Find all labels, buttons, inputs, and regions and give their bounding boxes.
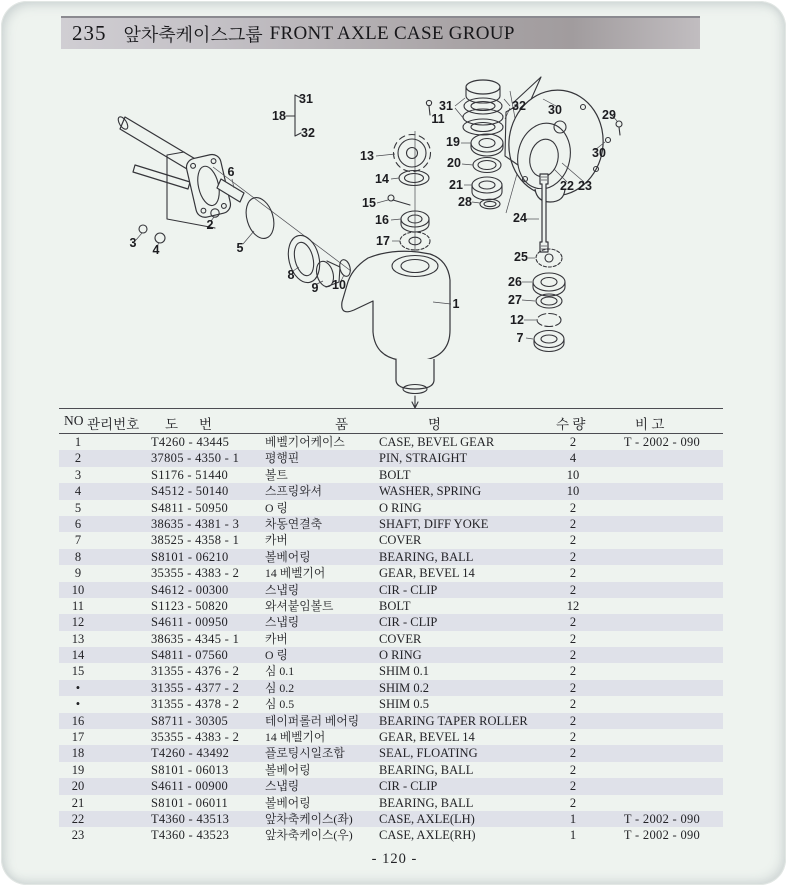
diagram-callout: 27 <box>508 293 522 307</box>
table-row <box>59 745 723 761</box>
section-header-bar <box>61 16 700 49</box>
table-row <box>59 434 723 450</box>
diagram-callout: 8 <box>287 268 295 282</box>
cell-kr: 카버 <box>265 631 288 646</box>
cell-kr: 볼베어링 <box>265 549 311 564</box>
diagram-callout: 12 <box>510 313 524 327</box>
diagram-callout: 24 <box>513 211 527 225</box>
header-name-1: 품 <box>335 417 349 432</box>
cell-en: SHIM 0.2 <box>379 680 430 695</box>
cell-qty: 10 <box>566 484 580 499</box>
table-row <box>59 778 723 794</box>
diagram-callout: 19 <box>446 135 460 149</box>
diagram-callout: 4 <box>152 243 160 257</box>
diagram-callout: 3 <box>129 236 137 250</box>
cell-pn: T4260 - 43492 <box>151 746 230 761</box>
cell-qty: 2 <box>569 664 577 679</box>
diagram-callout: 9 <box>311 281 319 295</box>
cell-pn: S4611 - 00950 <box>151 615 229 630</box>
cell-en: GEAR, BEVEL 14 <box>379 566 475 581</box>
cell-kr: O 링 <box>265 500 288 515</box>
cell-en: SHAFT, DIFF YOKE <box>379 516 489 531</box>
cell-kr: O 링 <box>265 648 288 663</box>
cell-en: BOLT <box>379 467 411 482</box>
cell-rm: T - 2002 - 090 <box>623 435 701 449</box>
diagram-callout: 16 <box>375 213 389 227</box>
cell-pn: S1176 - 51440 <box>151 467 229 482</box>
table-row <box>59 827 723 843</box>
cell-no: 21 <box>71 795 85 810</box>
cell-pn: 37805 - 4350 - 1 <box>151 451 240 466</box>
cell-qty: 2 <box>569 533 577 548</box>
table-row <box>59 713 723 729</box>
diagram-callout: 28 <box>458 195 472 209</box>
cell-qty: 2 <box>569 779 577 794</box>
bevel-gear-case <box>342 251 450 360</box>
diagram-callout: 23 <box>578 179 592 193</box>
cell-pn: 35355 - 4383 - 2 <box>151 730 240 745</box>
cell-en: CIR - CLIP <box>379 615 438 630</box>
page-number: - 120 - <box>371 851 418 867</box>
diagram-callout: 20 <box>447 156 461 170</box>
diagram-callout: 2 <box>206 218 214 232</box>
cell-no: • <box>75 697 81 712</box>
table-row <box>59 729 723 745</box>
table-row <box>59 582 723 598</box>
cell-qty: 2 <box>569 582 577 597</box>
cell-kr: 앞차축케이스(좌) <box>265 811 353 826</box>
cell-no: 8 <box>74 549 82 564</box>
cell-en: WASHER, SPRING <box>379 484 482 499</box>
diagram-callout: 5 <box>236 241 244 255</box>
part-pin <box>139 225 147 233</box>
cell-qty: 2 <box>569 631 577 646</box>
diagram-callout: 15 <box>362 196 376 210</box>
cell-kr: 스냅링 <box>265 779 300 794</box>
cell-qty: 2 <box>569 435 577 449</box>
cell-en: SHIM 0.1 <box>379 664 430 679</box>
table-row <box>59 532 723 548</box>
table-row <box>59 696 723 712</box>
cell-en: BOLT <box>379 598 411 613</box>
cell-en: BEARING, BALL <box>379 795 474 810</box>
cell-qty: 1 <box>569 811 577 826</box>
cell-kr: 차동연결축 <box>265 516 322 531</box>
table-row <box>59 450 723 466</box>
cell-kr: 스냅링 <box>265 615 300 630</box>
table-row <box>59 549 723 565</box>
diagram-callout: 10 <box>332 278 346 292</box>
table-row <box>59 631 723 647</box>
cell-pn: 35355 - 4383 - 2 <box>151 566 240 581</box>
parts-table <box>59 408 723 844</box>
cell-pn: T4360 - 43523 <box>151 828 230 843</box>
cell-en: SEAL, FLOATING <box>379 746 478 761</box>
header-qty: 수 량 <box>556 417 586 432</box>
cell-en: GEAR, BEVEL 14 <box>379 730 475 745</box>
cell-qty: 2 <box>569 713 577 728</box>
cell-pn: S1123 - 50820 <box>151 598 229 613</box>
table-row <box>59 565 723 581</box>
parts-table-body <box>59 434 723 844</box>
table-row <box>59 483 723 499</box>
cell-no: 20 <box>71 779 85 794</box>
cell-qty: 2 <box>569 648 577 663</box>
cell-no: 19 <box>71 762 85 777</box>
diagram-callout: 1 <box>452 297 460 311</box>
cell-no: 6 <box>74 516 82 531</box>
diagram-callout: 29 <box>602 108 616 122</box>
cell-en: CASE, AXLE(RH) <box>379 828 476 843</box>
table-row <box>59 598 723 614</box>
cell-pn: S4811 - 50950 <box>151 500 229 515</box>
cell-no: 7 <box>74 533 82 548</box>
table-row <box>59 680 723 696</box>
cell-no: 18 <box>71 746 85 761</box>
diagram-callout: 31 <box>439 99 453 113</box>
cell-en: O RING <box>379 648 422 663</box>
cell-en: COVER <box>379 631 422 646</box>
cell-no: 22 <box>71 811 85 826</box>
diagram-callout: 31 <box>299 92 313 106</box>
cell-pn: S4811 - 07560 <box>151 648 229 663</box>
diagram-callout: 26 <box>508 275 522 289</box>
cell-pn: 38635 - 4381 - 3 <box>151 516 240 531</box>
cell-qty: 10 <box>566 467 580 482</box>
cell-qty: 4 <box>569 451 577 466</box>
header-remark: 비 고 <box>635 417 665 432</box>
diagram-callout: 7 <box>516 331 524 345</box>
cell-en: CIR - CLIP <box>379 779 438 794</box>
cell-no: 2 <box>74 451 82 466</box>
cell-pn: 31355 - 4378 - 2 <box>151 697 240 712</box>
cell-pn: 31355 - 4376 - 2 <box>151 664 240 679</box>
table-row <box>59 614 723 630</box>
cell-no: 14 <box>71 648 85 663</box>
diagram-callout: 13 <box>360 149 374 163</box>
cell-kr: 스프링와셔 <box>265 484 322 499</box>
cell-qty: 2 <box>569 500 577 515</box>
cell-no: 12 <box>71 615 85 630</box>
cell-pn: S8711 - 30305 <box>151 713 229 728</box>
cell-en: PIN, STRAIGHT <box>379 451 468 466</box>
cell-no: 16 <box>71 713 85 728</box>
diagram-callout: 30 <box>592 146 606 160</box>
cell-kr: 볼베어링 <box>265 795 311 810</box>
diagram-callout: 30 <box>548 103 562 117</box>
cell-kr: 평행핀 <box>265 451 300 466</box>
cell-kr: 심 0.2 <box>265 680 295 695</box>
cell-kr: 심 0.5 <box>265 697 295 712</box>
diagram-callout: 17 <box>376 234 390 248</box>
cell-pn: S8101 - 06011 <box>151 795 229 810</box>
cell-pn: S4612 - 00300 <box>151 582 229 597</box>
cell-no: • <box>75 680 81 695</box>
diagram-svg <box>63 61 723 409</box>
diagram-callout: 6 <box>227 165 235 179</box>
cell-pn: S8101 - 06210 <box>151 549 229 564</box>
diagram-callout: 32 <box>301 126 315 140</box>
cell-kr: 볼트 <box>265 467 288 482</box>
cell-qty: 2 <box>569 795 577 810</box>
diagram-callout: 14 <box>375 172 389 186</box>
cell-pn: S8101 - 06013 <box>151 762 229 777</box>
diagram-callout: 18 <box>272 109 286 123</box>
parts-table-header <box>59 408 723 434</box>
cell-no: 10 <box>71 582 85 597</box>
diagram-callout: 21 <box>449 178 463 192</box>
cell-rm: T - 2002 - 090 <box>623 811 701 826</box>
cell-no: 1 <box>74 435 82 449</box>
header-no: NO <box>64 413 84 428</box>
table-row <box>59 795 723 811</box>
cell-qty: 2 <box>569 516 577 531</box>
cell-no: 23 <box>71 828 85 843</box>
cell-pn: 31355 - 4377 - 2 <box>151 680 240 695</box>
cell-no: 4 <box>74 484 82 499</box>
diagram-callout: 11 <box>431 112 445 126</box>
header-mgmt-no: 관리번호 <box>87 417 140 432</box>
cell-en: SHIM 0.5 <box>379 697 430 712</box>
cell-qty: 2 <box>569 549 577 564</box>
cell-no: 5 <box>74 500 82 515</box>
cell-qty: 2 <box>569 746 577 761</box>
header-name-2: 명 <box>428 417 442 432</box>
cell-pn: 38635 - 4345 - 1 <box>151 631 240 646</box>
cell-no: 11 <box>71 598 85 613</box>
section-number: 235 <box>72 21 107 45</box>
table-row <box>59 663 723 679</box>
cell-kr: 14 베벨기어 <box>265 566 326 581</box>
cell-en: CASE, AXLE(LH) <box>379 811 475 826</box>
cell-qty: 1 <box>569 828 577 843</box>
catalog-page <box>1 1 786 885</box>
cell-pn: S4512 - 50140 <box>151 484 229 499</box>
cell-en: O RING <box>379 500 422 515</box>
cell-en: BEARING, BALL <box>379 549 474 564</box>
header-dwg-no-2: 번 <box>199 417 213 432</box>
table-row <box>59 811 723 827</box>
cell-pn: T4260 - 43445 <box>151 435 230 449</box>
cell-pn: S4611 - 00900 <box>151 779 229 794</box>
cell-rm: T - 2002 - 090 <box>623 828 701 843</box>
cell-kr: 심 0.1 <box>265 664 295 679</box>
cell-no: 13 <box>71 631 85 646</box>
diagram-callout: 25 <box>514 250 528 264</box>
axle-shaft <box>120 117 197 172</box>
cell-kr: 스냅링 <box>265 582 300 597</box>
exploded-diagram <box>63 61 723 409</box>
cell-kr: 카버 <box>265 533 288 548</box>
cell-no: 15 <box>71 664 85 679</box>
cell-en: COVER <box>379 533 422 548</box>
cell-kr: 볼베어링 <box>265 762 311 777</box>
cell-no: 17 <box>71 730 85 745</box>
cell-en: BEARING, BALL <box>379 762 474 777</box>
cell-kr: 14 베벨기어 <box>265 730 326 745</box>
cell-kr: 플로팅시일조합 <box>265 746 345 761</box>
diagram-callout: 22 <box>560 179 574 193</box>
cell-no: 3 <box>74 467 82 482</box>
cell-qty: 2 <box>569 762 577 777</box>
cell-no: 9 <box>74 566 82 581</box>
cell-qty: 2 <box>569 730 577 745</box>
cell-kr: 베벨기어케이스 <box>265 435 345 449</box>
cell-en: CASE, BEVEL GEAR <box>379 435 495 449</box>
cell-qty: 2 <box>569 697 577 712</box>
cell-en: BEARING TAPER ROLLER <box>379 713 528 728</box>
table-row <box>59 516 723 532</box>
cell-kr: 테이퍼롤러 베어링 <box>265 713 360 728</box>
cell-kr: 앞차축케이스(우) <box>265 828 353 843</box>
cell-qty: 2 <box>569 680 577 695</box>
section-title-english: FRONT AXLE CASE GROUP <box>269 22 515 44</box>
cell-kr: 와셔붙임볼트 <box>265 598 334 613</box>
cell-qty: 2 <box>569 566 577 581</box>
table-row <box>59 467 723 483</box>
diagram-callout: 32 <box>512 99 526 113</box>
table-row <box>59 500 723 516</box>
table-row <box>59 647 723 663</box>
cell-qty: 12 <box>566 598 580 613</box>
header-dwg-no-1: 도 <box>165 417 179 432</box>
section-title-korean: 앞차축케이스그룹 <box>123 24 263 45</box>
cell-en: CIR - CLIP <box>379 582 438 597</box>
table-row <box>59 762 723 778</box>
cell-pn: 38525 - 4358 - 1 <box>151 533 240 548</box>
cell-pn: T4360 - 43513 <box>151 811 230 826</box>
cell-qty: 2 <box>569 615 577 630</box>
